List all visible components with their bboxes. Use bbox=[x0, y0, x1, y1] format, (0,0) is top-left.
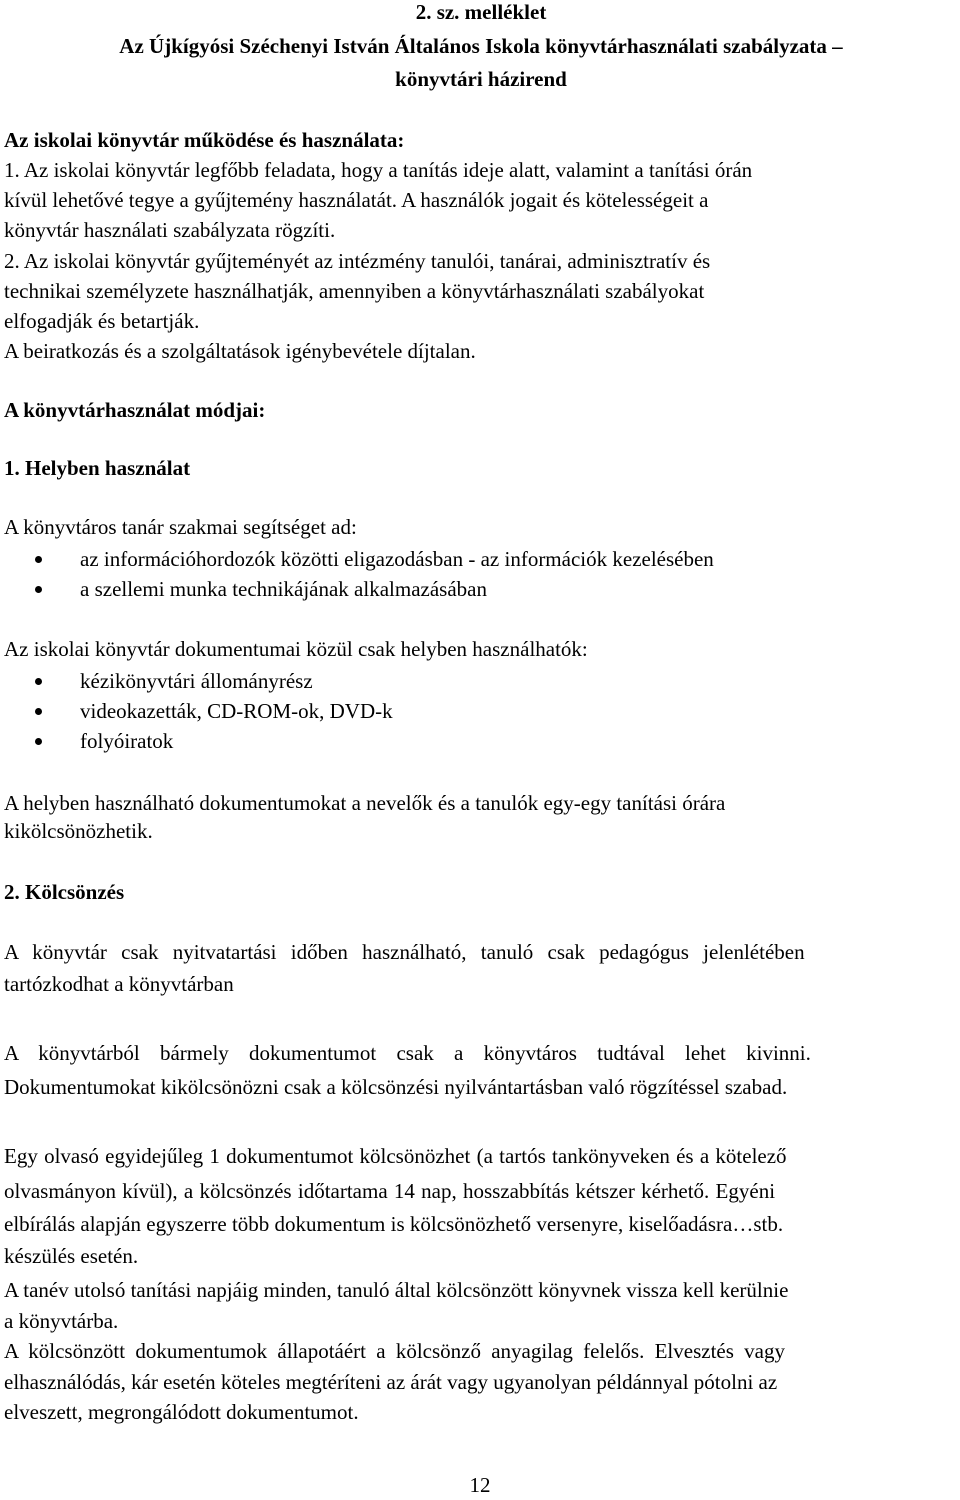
section-heading-operation: Az iskolai könyvtár működése és használata: bbox=[4, 128, 405, 152]
annex-label: 2. sz. melléklet bbox=[415, 0, 547, 24]
lending-para-3-line4: készülés esetén. bbox=[4, 1244, 139, 1268]
paragraph-2-line1: 2. Az iskolai könyvtár gyűjteményét az intézmény tanulói, tanárai, adminisztratív és bbox=[4, 249, 711, 273]
lending-para-5-line2: elhasználódás, kár esetén köteles megtéríteni az árát vagy ugyanolyan példánnyal pótolni az bbox=[4, 1370, 778, 1394]
paragraph-1-line3: könyvtár használati szabályzata rögzíti. bbox=[4, 218, 336, 242]
on-site-use-line1: A helyben használható dokumentumokat a nevelők és a tanulók egy-egy tanítási órára bbox=[4, 791, 726, 815]
paragraph-1-line2: kívül lehetővé tegye a gyűjtemény használatát. A használók jogait és kötelességeit a bbox=[4, 188, 709, 212]
lending-para-2-line1: A könyvtárból bármely dokumentumot csak a könyvtáros tudtával lehet kivinni. bbox=[4, 1041, 811, 1065]
lending-para-4-line1: A tanév utolsó tanítási napjáig minden, tanuló által kölcsönzött könyvnek vissza kell kerülnie bbox=[4, 1278, 789, 1302]
document-title-line1: Az Újkígyósi Széchenyi István Általános Iskola könyvtárhasználati szabályzata – bbox=[119, 34, 843, 58]
list-item: a szellemi munka technikájának alkalmazásában bbox=[4, 574, 958, 604]
subheading-lending: 2. Kölcsönzés bbox=[4, 880, 125, 904]
section-heading-usage-modes: A könyvtárhasználat módjai: bbox=[4, 398, 266, 422]
lending-para-3-line1: Egy olvasó egyidejűleg 1 dokumentumot kölcsönözhet (a tartós tankönyveken és a kötelező bbox=[4, 1144, 787, 1168]
list-item: kézikönyvtári állományrész bbox=[4, 666, 958, 696]
list-item: az információhordozók közötti eligazodásban - az információk kezelésében bbox=[4, 544, 958, 574]
lending-para-2-line2: Dokumentumokat kikölcsönözni csak a kölcsönzési nyilvántartásban való rögzítéssel szabad. bbox=[4, 1075, 788, 1099]
document-title-line2: könyvtári házirend bbox=[395, 67, 567, 91]
paragraph-3: A beiratkozás és a szolgáltatások igénybevétele díjtalan. bbox=[4, 339, 476, 363]
paragraph-2-line2: technikai személyzete használhatják, amennyiben a könyvtárhasználati szabályokat bbox=[4, 279, 705, 303]
reference-only-list bbox=[4, 666, 958, 756]
assistance-list bbox=[4, 544, 958, 604]
on-site-use-line2: kikölcsönözhetik. bbox=[4, 819, 153, 843]
list-item: folyóiratok bbox=[4, 726, 958, 756]
page-number: 12 bbox=[469, 1473, 491, 1497]
lending-para-5-line3: elveszett, megrongálódott dokumentumot. bbox=[4, 1400, 359, 1424]
reference-only-intro: Az iskolai könyvtár dokumentumai közül csak helyben használhatók: bbox=[4, 637, 588, 661]
paragraph-1-line1: 1. Az iskolai könyvtár legfőbb feladata, hogy a tanítás ideje alatt, valamint a tanítási órán bbox=[4, 158, 753, 182]
subheading-on-site-use: 1. Helyben használat bbox=[4, 456, 191, 480]
list-item: videokazetták, CD-ROM-ok, DVD-k bbox=[4, 696, 958, 726]
paragraph-2-line3: elfogadják és betartják. bbox=[4, 309, 200, 333]
on-site-intro: A könyvtáros tanár szakmai segítséget ad: bbox=[4, 515, 357, 539]
lending-para-3-line2: olvasmányon kívül), a kölcsönzés időtartama 14 nap, hosszabbítás kétszer kérhető. Egyéni bbox=[4, 1179, 776, 1203]
lending-para-4-line2: a könyvtárba. bbox=[4, 1309, 119, 1333]
lending-para-1-line1: A könyvtár csak nyitvatartási időben használható, tanuló csak pedagógus jelenlétében bbox=[4, 940, 805, 964]
lending-para-5-line1: A kölcsönzött dokumentumok állapotáért a kölcsönző anyagilag felelős. Elvesztés vagy bbox=[4, 1339, 785, 1363]
lending-para-3-line3: elbírálás alapján egyszerre több dokumentum is kölcsönözhető versenyre, kiselőadásra…stb. bbox=[4, 1212, 784, 1236]
lending-para-1-line2: tartózkodhat a könyvtárban bbox=[4, 972, 234, 996]
